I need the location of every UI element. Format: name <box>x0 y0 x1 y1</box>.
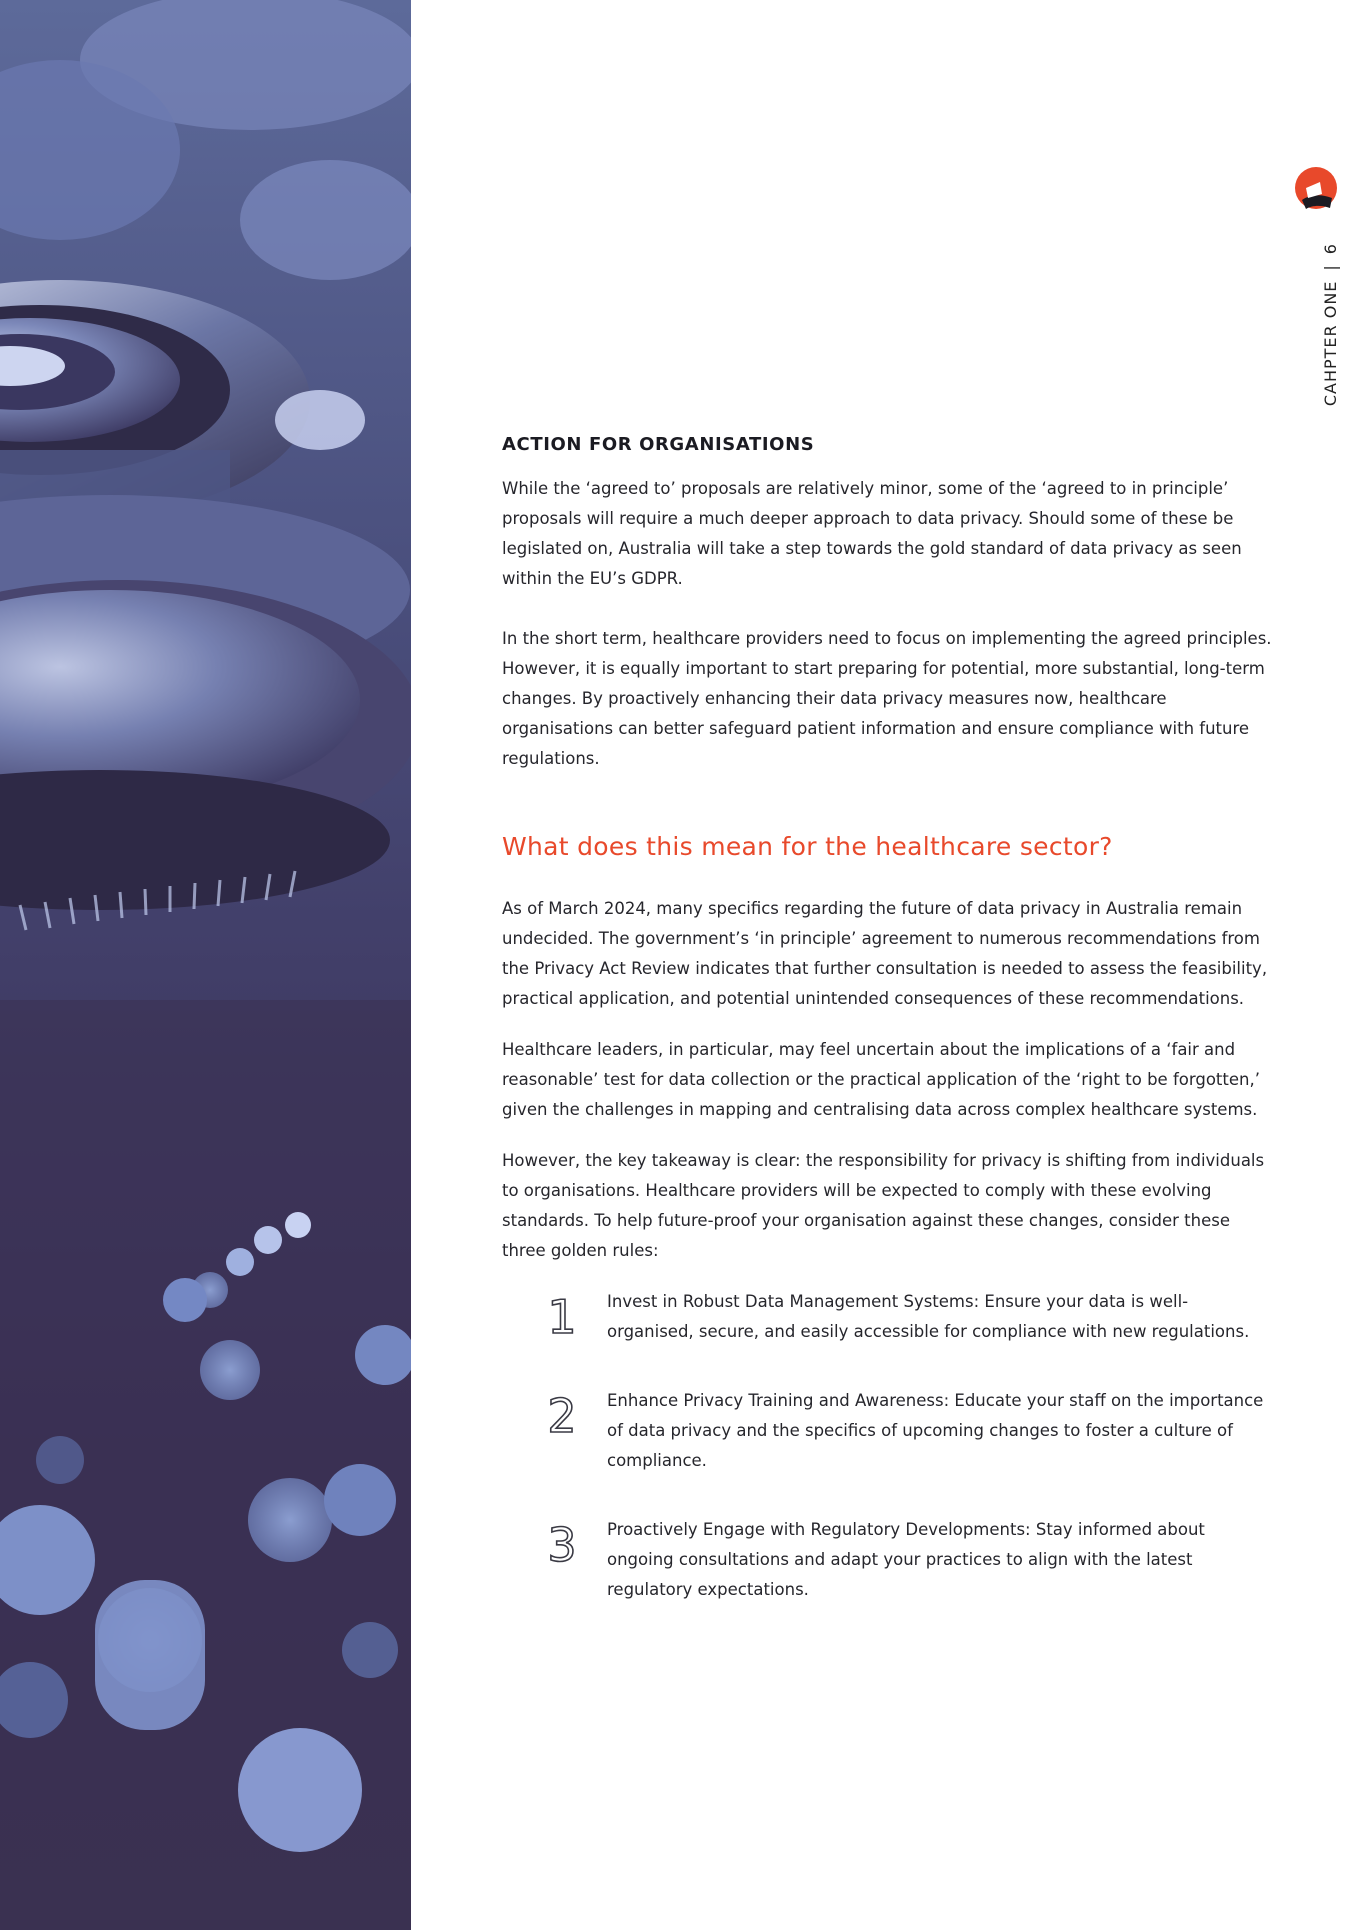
rule-text: Invest in Robust Data Management Systems: Ensure your data is well-organised, secure, and easily accessible for compliance with new regulations. <box>607 1292 1250 1341</box>
chapter-label <box>1321 243 1340 406</box>
rule-number: 2 <box>547 1389 577 1443</box>
brand-logo-icon <box>1292 164 1340 220</box>
stethoscope-illustration <box>0 0 411 1930</box>
golden-rules-list <box>502 1287 1272 1605</box>
sector-paragraph-2: Healthcare leaders, in particular, may feel uncertain about the implications of a ‘fair and reasonable’ test for data collection or the practical application of the ‘right to be forgotten,’ given the challenges in mapping and centralising data across complex healthcare systems. <box>502 1040 1260 1119</box>
list-item <box>502 1515 1272 1605</box>
page-number: 6 <box>1321 243 1340 255</box>
action-heading: ACTION FOR ORGANISATIONS <box>502 434 815 455</box>
rule-number: 1 <box>547 1290 577 1344</box>
rule-number: 3 <box>547 1518 577 1572</box>
chapter-separator: | <box>1321 264 1340 271</box>
rule-text: Proactively Engage with Regulatory Developments: Stay informed about ongoing consultations and adapt your practices to align with the latest regulatory expectations. <box>607 1520 1205 1599</box>
chapter-title: CAHPTER ONE <box>1321 280 1340 407</box>
sector-heading: What does this mean for the healthcare sector? <box>502 832 1113 861</box>
sector-paragraph-1: As of March 2024, many specifics regarding the future of data privacy in Australia remain undecided. The government’s ‘in principle’ agreement to numerous recommendations from the Privacy Act Review indicates that further consultation is needed to assess the feasibility, practical application, and potential unintended consequences of these recommendations. <box>502 899 1268 1008</box>
action-paragraph-2: In the short term, healthcare providers need to focus on implementing the agreed principles. However, it is equally important to start preparing for potential, more substantial, long-term changes. By proactively enhancing their data privacy measures now, healthcare organisations can better safeguard patient information and ensure compliance with future regulations. <box>502 629 1272 768</box>
main-content <box>502 432 1272 1605</box>
sector-paragraph-3: However, the key takeaway is clear: the responsibility for privacy is shifting from individuals to organisations. Healthcare providers will be expected to comply with these evolving standards. To help future-proof your organisation against these changes, consider these three golden rules: <box>502 1151 1265 1260</box>
action-paragraph-1: While the ‘agreed to’ proposals are relatively minor, some of the ‘agreed to in principle’ proposals will require a much deeper approach to data privacy. Should some of these be legislated on, Australia will take a step towards the gold standard of data privacy as seen within the EU’s GDPR. <box>502 479 1242 588</box>
list-item <box>502 1386 1272 1476</box>
rule-text: Enhance Privacy Training and Awareness: Educate your staff on the importance of data privacy and the specifics of upcoming changes to foster a culture of compliance. <box>607 1391 1264 1470</box>
stethoscope-photo <box>0 0 411 1930</box>
list-item <box>502 1287 1272 1347</box>
